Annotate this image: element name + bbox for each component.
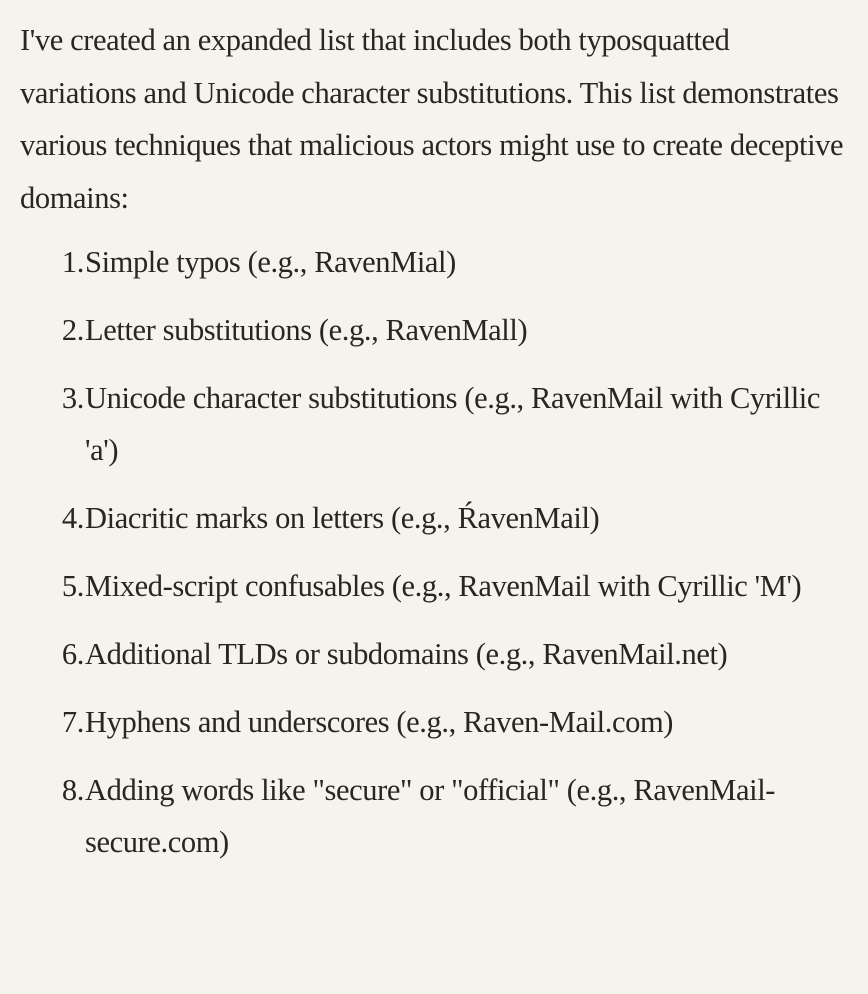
list-number: 2. — [61, 313, 84, 347]
list-item — [20, 304, 850, 356]
list-number: 8. — [61, 773, 84, 807]
list-text: Letter substitutions (e.g., RavenMall) — [85, 313, 528, 347]
list-item — [20, 628, 850, 680]
list-number: 6. — [61, 637, 84, 671]
list-text: Simple typos (e.g., RavenMial) — [85, 245, 456, 279]
list-text: Adding words like "secure" or "official" (e.g., RavenMail-secure.com) — [85, 773, 776, 859]
intro-paragraph: I've created an expanded list that includes both typosquatted variations and Unicode character substitutions. This list demonstrates various techniques that malicious actors might use to create deceptive domains: — [20, 23, 844, 215]
list-item — [20, 696, 850, 748]
list-text: Diacritic marks on letters (e.g., ŔavenMail) — [85, 501, 600, 535]
list-item — [20, 492, 850, 544]
list-number: 3. — [61, 381, 84, 415]
list-text: Unicode character substitutions (e.g., RаvenMail with Cyrillic 'а') — [85, 381, 820, 467]
list-text: Hyphens and underscores (e.g., Raven-Mail.com) — [85, 705, 674, 739]
list-number: 4. — [61, 501, 84, 535]
list-item — [20, 560, 850, 612]
list-item — [20, 236, 850, 288]
list-text: Mixed-script confusables (e.g., RavenMail with Cyrillic 'М') — [85, 569, 802, 603]
list-text: Additional TLDs or subdomains (e.g., RavenMail.net) — [85, 637, 728, 671]
list-number: 5. — [61, 569, 84, 603]
list-number: 7. — [61, 705, 84, 739]
list-item — [20, 764, 850, 868]
list-item — [20, 372, 850, 476]
techniques-list — [20, 236, 850, 868]
list-number: 1. — [61, 245, 84, 279]
